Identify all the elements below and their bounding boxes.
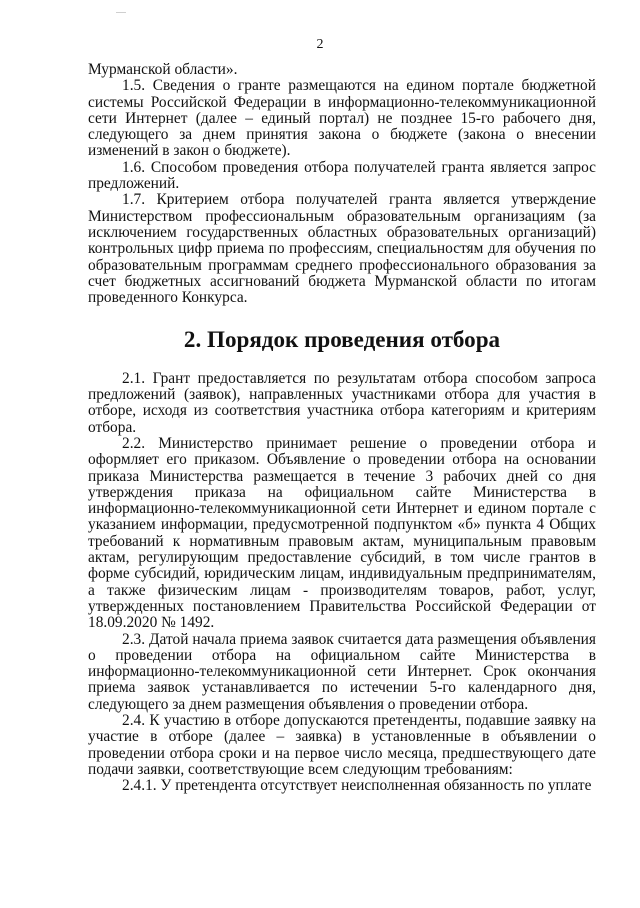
paragraph-2-1: 2.1. Грант предоставляется по результатам отбора способом запроса предложений (заявок), направленных участниками отбора для участия в отборе, исходя из соответствия участника отбора категориям и критериям отбора. <box>88 369 596 436</box>
paragraph-2-4-1: 2.4.1. У претендента отсутствует неисполненная обязанность по уплате <box>122 777 592 795</box>
paragraph-1-7: 1.7. Критерием отбора получателей гранта является утверждение Министерством профессиональным образовательным организациям (за исключением государственных областных образовательных организаций) контрольных цифр приема по профессиям, специальностям для обучения по образовательным программам среднего профессионального образования за счет бюджетных ассигнований бюджета Мурманской области по итогам проведенного Конкурса. <box>88 191 596 307</box>
paragraph-2-2: 2.2. Министерство принимает решение о проведении отбора и оформляет его приказом. Объявление о проведении отбора на основании приказа Министерства размещается в течение 3 рабочих дней со дня утверждения приказа на официальном сайте Министерства в информационно-телекоммуникационной сети Интернет и едином портале с указанием информации, предусмотренной подпунктом «б» пункта 4 Общих требований к нормативным правовым актам, муниципальным правовым актам, регулирующим предоставление субсидий, в том числе грантов в форме субсидий, юридическим лицам, индивидуальным предпринимателям, а также физическим лицам - производителям товаров, работ, услуг, утвержденных постановлением Правительства Российской Федерации от 18.09.2020 № 1492. <box>88 434 596 632</box>
document-body <box>88 62 596 794</box>
paragraph-continuation: Мурманской области». <box>88 61 238 78</box>
page-number: 2 <box>316 37 324 52</box>
section-heading: 2. Порядок проведения отбора <box>183 326 501 353</box>
paragraph-2-4: 2.4. К участию в отборе допускаются претенденты, подавшие заявку на участие в отборе (далее – заявка) в установленные в объявлении о проведении отбора сроки и на первое число месяца, предшествующего дате подачи заявки, соответствующие всем следующим требованиям: <box>88 711 596 778</box>
paragraph-1-6: 1.6. Способом проведения отбора получателей гранта является запрос предложений. <box>88 158 596 193</box>
paragraph-1-5: 1.5. Сведения о гранте размещаются на едином портале бюджетной системы Российской Федерации в информационно-телекоммуникационной сети Интернет (далее – единый портал) не позднее 15-го рабочего дня, следующего за днем принятия закона о бюджете (закона о внесении изменений в закон о бюджете). <box>88 77 596 160</box>
scan-artifact <box>116 12 126 13</box>
paragraph-2-3: 2.3. Датой начала приема заявок считается дата размещения объявления о проведении отбора на официальном сайте Министерства в информационно-телекоммуникационной сети Интернет. Срок окончания приема заявок устанавливается по истечении 5-го календарного дня, следующего за днем размещения объявления о проведении отбора. <box>88 630 596 713</box>
